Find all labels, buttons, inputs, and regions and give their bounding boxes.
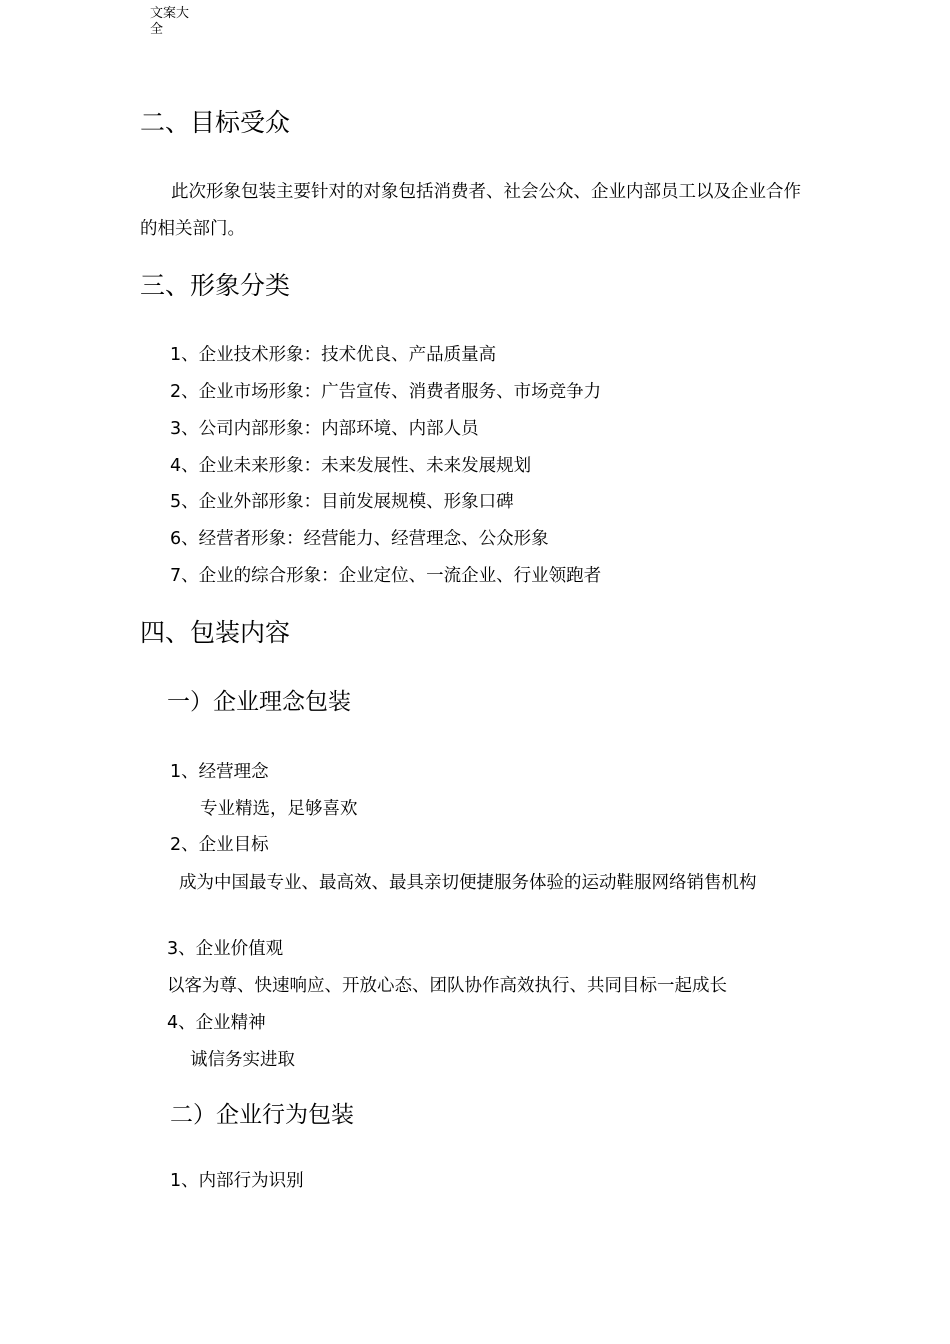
item-text-values: 以客为尊、快速响应、开放心态、团队协作高效执行、共同目标一起成长 [167, 976, 727, 996]
item-title-internal-behavior: 1、内部行为识别 [170, 1171, 304, 1191]
item-title-business-philosophy: 1、经营理念 [170, 762, 269, 782]
target-audience-paragraph [140, 174, 805, 248]
goal-text: 成为中国最专业、最高效、最具亲切便捷服务体验的运动鞋服网络销售机构 [179, 873, 757, 893]
target-audience-text: 此次形象包装主要针对的对象包括消费者、社会公众、企业内部员工以及企业合作的相关部门。 [140, 182, 801, 239]
list-item: 7、企业的综合形象：企业定位、一流企业、行业领跑者 [170, 566, 602, 586]
subsection-heading-philosophy: 一）企业理念包装 [167, 689, 351, 715]
list-item: 1、企业技术形象：技术优良、产品质量高 [170, 345, 497, 365]
item-title-spirit: 4、企业精神 [167, 1013, 266, 1033]
list-item: 2、企业市场形象：广告宣传、消费者服务、市场竞争力 [170, 382, 602, 402]
header-mark: 文案大全 [150, 6, 190, 37]
subsection-heading-behavior: 二）企业行为包装 [170, 1102, 354, 1128]
list-item: 4、企业未来形象：未来发展性、未来发展规划 [170, 456, 532, 476]
item-title-goal: 2、企业目标 [170, 835, 269, 855]
section-heading-target-audience: 二、目标受众 [140, 108, 291, 137]
list-item: 3、公司内部形象：内部环境、内部人员 [170, 419, 479, 439]
section-heading-packaging-content: 四、包装内容 [140, 618, 291, 647]
list-item: 5、企业外部形象：目前发展规模、形象口碑 [170, 492, 514, 512]
item-text-goal [140, 872, 800, 894]
item-text-spirit: 诚信务实进取 [190, 1050, 295, 1070]
list-item: 6、经营者形象：经营能力、经营理念、公众形象 [170, 529, 549, 549]
section-heading-image-categories: 三、形象分类 [140, 271, 291, 300]
item-title-values: 3、企业价值观 [167, 939, 284, 959]
item-text-business-philosophy: 专业精选，足够喜欢 [200, 799, 358, 819]
